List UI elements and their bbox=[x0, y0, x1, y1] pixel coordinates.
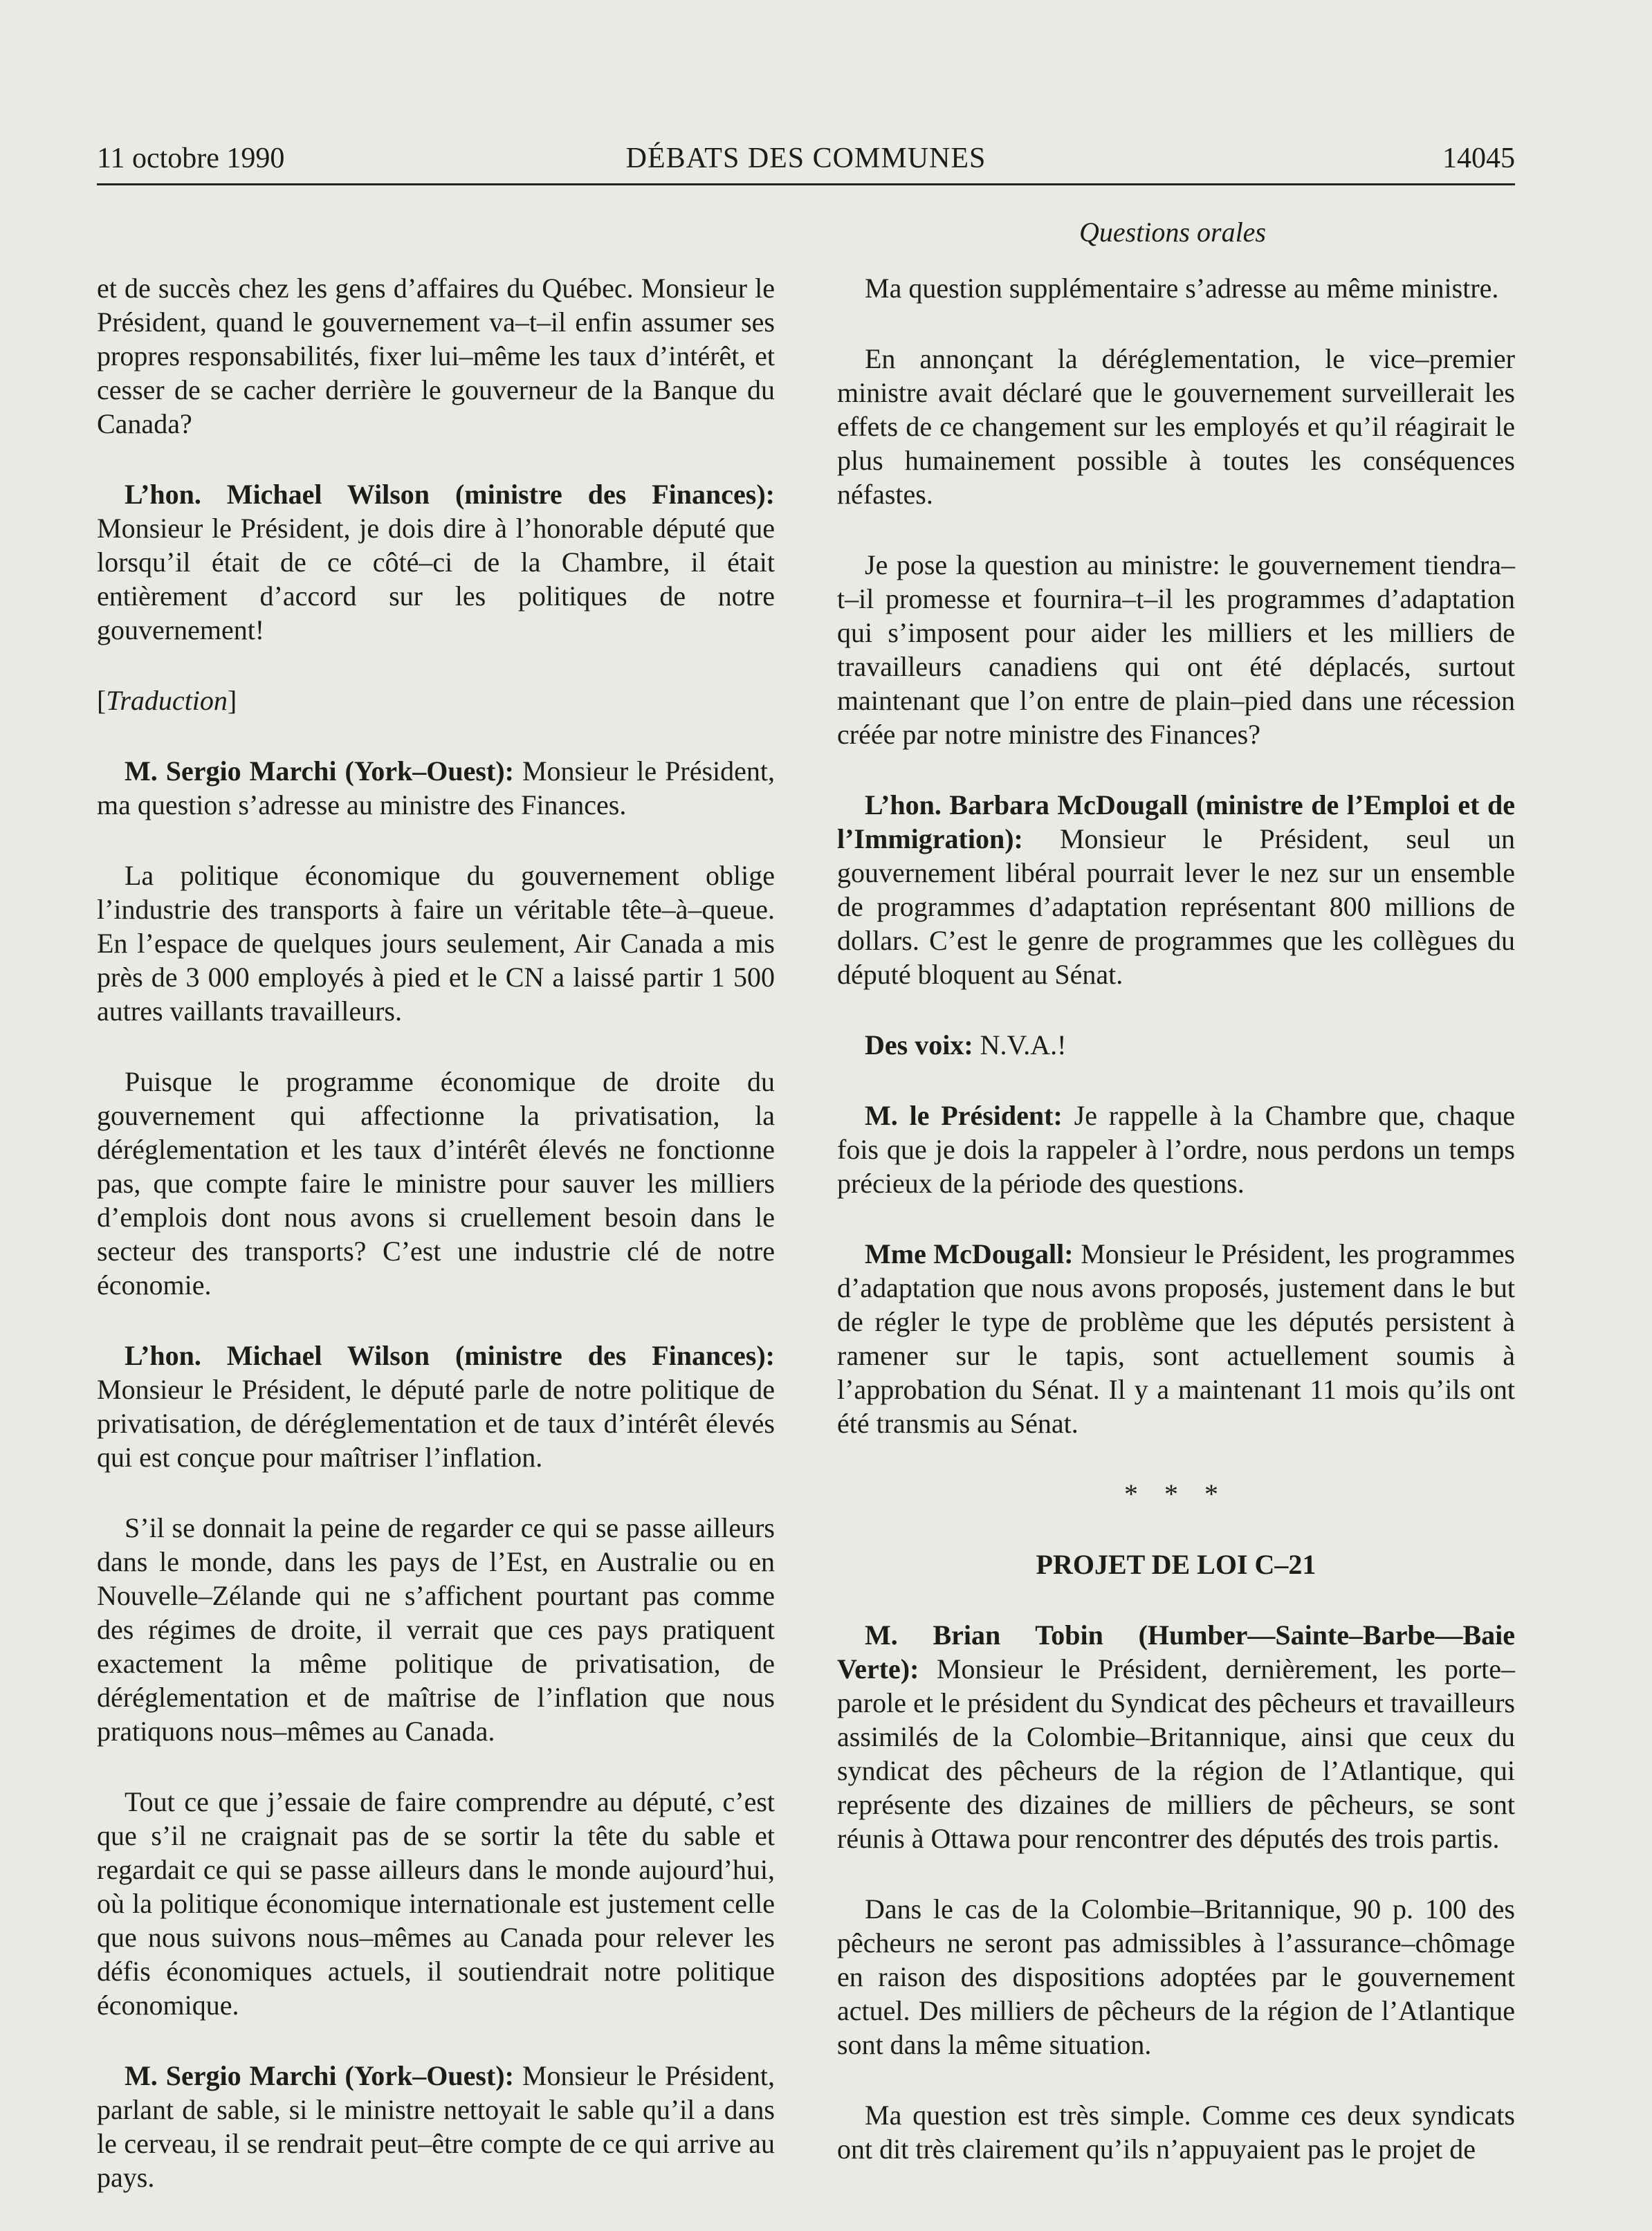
section-separator: * * * bbox=[1124, 1478, 1228, 1509]
speech-paragraph bbox=[837, 1028, 1515, 1062]
bracket-close: ] bbox=[227, 685, 237, 716]
speaker-name: Mme McDougall: bbox=[865, 1238, 1074, 1269]
speaker-name: Des voix: bbox=[865, 1029, 973, 1061]
paragraph: Puisque le programme économique de droite du gouvernement qui affectionne la privatisation, la déréglementation et les taux d’intérêt élevés ne fonctionne pas, que compte faire le ministre pour sauver les milliers d’emplois dont nous avons si cruellement besoin dans le secteur des transports? C’est une industrie clé de notre économie. bbox=[97, 1066, 775, 1301]
speech-text: Monsieur le Président, les programmes d’adaptation que nous avons proposés, justement dans le but de régler le type de problème que les députés persistent à ramener sur le tapis, sont actuellement soumis à l’approbation du Sénat. Il y a maintenant 11 mois qu’ils ont été transmis au Sénat. bbox=[837, 1238, 1515, 1439]
speech-text: Monsieur le Président, parlant de sable, si le ministre nettoyait le sable qu’il a dans le cerveau, il se rendrait peut–être compte de ce qui arrive au pays. bbox=[97, 2060, 775, 2193]
paragraph: En annonçant la déréglementation, le vice–premier ministre avait déclaré que le gouvernement surveillerait les effets de ce changement sur les employés et qu’il réagirait le plus humainement possible à toutes les conséquences néfastes. bbox=[837, 343, 1515, 510]
paragraph: Ma question supplémentaire s’adresse au même ministre. bbox=[865, 273, 1499, 304]
paragraph: La politique économique du gouvernement oblige l’industrie des transports à faire un véritable tête–à–queue. En l’espace de quelques jours seulement, Air Canada a mis près de 3 000 employés à pied et le CN a laissé partir 1 500 autres vaillants travailleurs. bbox=[97, 860, 775, 1027]
speech-paragraph bbox=[837, 1099, 1515, 1200]
page-header bbox=[97, 142, 1515, 185]
speech-text: Monsieur le Président, je dois dire à l’honorable député que lorsqu’il était de ce côté–ci de la Chambre, il était entièrement d’accord sur les politiques de notre gouvernement! bbox=[97, 513, 775, 645]
speech-text: Je rappelle à la Chambre que, chaque fois que je dois la rappeler à l’ordre, nous perdons un temps précieux de la période des questions. bbox=[837, 1100, 1515, 1199]
speaker-name: L’hon. Michael Wilson (ministre des Finances): bbox=[125, 1340, 775, 1371]
speech-text: Monsieur le Président, dernièrement, les porte–parole et le président du Syndicat des pêcheurs et travailleurs assimilés de la Colombie–Britannique, ainsi que ceux du syndicat des pêcheurs de la région de l’Atlantique, qui représente des dizaines de milliers de pêcheurs, se sont réunis à Ottawa pour rencontrer des députés des trois partis. bbox=[837, 1653, 1515, 1854]
right-column bbox=[837, 271, 1515, 2203]
paragraph: Ma question est très simple. Comme ces deux syndicats ont dit très clairement qu’ils n’appuyaient pas le projet de bbox=[837, 2100, 1515, 2165]
speaker-name: L’hon. Michael Wilson (ministre des Finances): bbox=[125, 479, 775, 510]
speech-text: Monsieur le Président, seul un gouvernement libéral pourrait lever le nez sur un ensemble de programmes d’adaptation représentant 800 millions de dollars. C’est le genre de programmes que les collègues du député bloquent au Sénat. bbox=[837, 823, 1515, 990]
speech-paragraph bbox=[837, 1618, 1515, 1855]
translation-tag bbox=[97, 683, 775, 717]
speech-text: N.V.A.! bbox=[973, 1029, 1067, 1061]
paragraph: et de succès chez les gens d’affaires du Québec. Monsieur le Président, quand le gouvernement va–t–il enfin assumer ses propres responsabilités, fixer lui–même les taux d’intérêt, et cesser de se cacher derrière le gouverneur de la Banque du Canada? bbox=[97, 273, 775, 439]
section-title: Questions orales bbox=[1079, 217, 1266, 248]
translation-label: Traduction bbox=[106, 685, 228, 716]
speech-paragraph bbox=[837, 788, 1515, 991]
speech-text: Monsieur le Président, ma question s’adresse au ministre des Finances. bbox=[97, 755, 775, 820]
speaker-name: M. Brian Tobin (Humber—Sainte–Barbe—Baie Verte): bbox=[837, 1619, 1515, 1684]
speech-paragraph bbox=[837, 1237, 1515, 1440]
speaker-name: M. Sergio Marchi (York–Ouest): bbox=[125, 755, 514, 787]
page-number: 14045 bbox=[1442, 143, 1515, 174]
bracket-open: [ bbox=[97, 685, 107, 716]
speech-paragraph bbox=[97, 477, 775, 647]
left-column bbox=[97, 271, 775, 2231]
speaker-name: M. Sergio Marchi (York–Ouest): bbox=[125, 2060, 514, 2091]
speech-text: Monsieur le Président, le député parle de notre politique de privatisation, de déréglementation et de taux d’intérêt élevés qui est conçue pour maîtriser l’inflation. bbox=[97, 1374, 775, 1473]
speech-paragraph bbox=[97, 1339, 775, 1474]
speech-paragraph bbox=[97, 754, 775, 822]
speaker-name: M. le Président: bbox=[865, 1100, 1063, 1131]
paragraph: S’il se donnait la peine de regarder ce qui se passe ailleurs dans le monde, dans les pays de l’Est, en Australie ou en Nouvelle–Zélande qui ne s’affichent pourtant pas comme des régimes de droite, il verrait que ces pays pratiquent exactement la même politique de privatisation, de déréglementation et de maîtrise de l’inflation que nous pratiquons nous–mêmes au Canada. bbox=[97, 1512, 775, 1747]
paragraph: Dans le cas de la Colombie–Britannique, 90 p. 100 des pêcheurs ne seront pas admissibles à l’assurance–chômage en raison des dispositions adoptées par le gouvernement actuel. Des milliers de pêcheurs de la région de l’Atlantique sont dans la même situation. bbox=[837, 1893, 1515, 2060]
speaker-name: L’hon. Barbara McDougall (ministre de l’Emploi et de l’Immigration): bbox=[837, 789, 1515, 854]
header-date: 11 octobre 1990 bbox=[97, 143, 285, 174]
paragraph: Je pose la question au ministre: le gouvernement tiendra–t–il promesse et fournira–t–il les programmes d’adaptation qui s’imposent pour aider les milliers et les milliers de travailleurs canadiens qui ont été déplacés, surtout maintenant que l’on entre de plain–pied dans une récession créée par notre ministre des Finances? bbox=[837, 549, 1515, 750]
section-heading: PROJET DE LOI C–21 bbox=[1036, 1549, 1316, 1580]
speech-paragraph bbox=[97, 2059, 775, 2194]
header-title: DÉBATS DES COMMUNES bbox=[625, 143, 986, 174]
paragraph: Tout ce que j’essaie de faire comprendre au député, c’est que s’il ne craignait pas de se sortir la tête du sable et regardait ce qui se passe ailleurs dans le monde aujourd’hui, où la politique économique internationale est justement celle que nous suivons nous–mêmes au Canada pour relever les défis économiques actuels, il soutiendrait notre politique économique. bbox=[97, 1786, 775, 2021]
